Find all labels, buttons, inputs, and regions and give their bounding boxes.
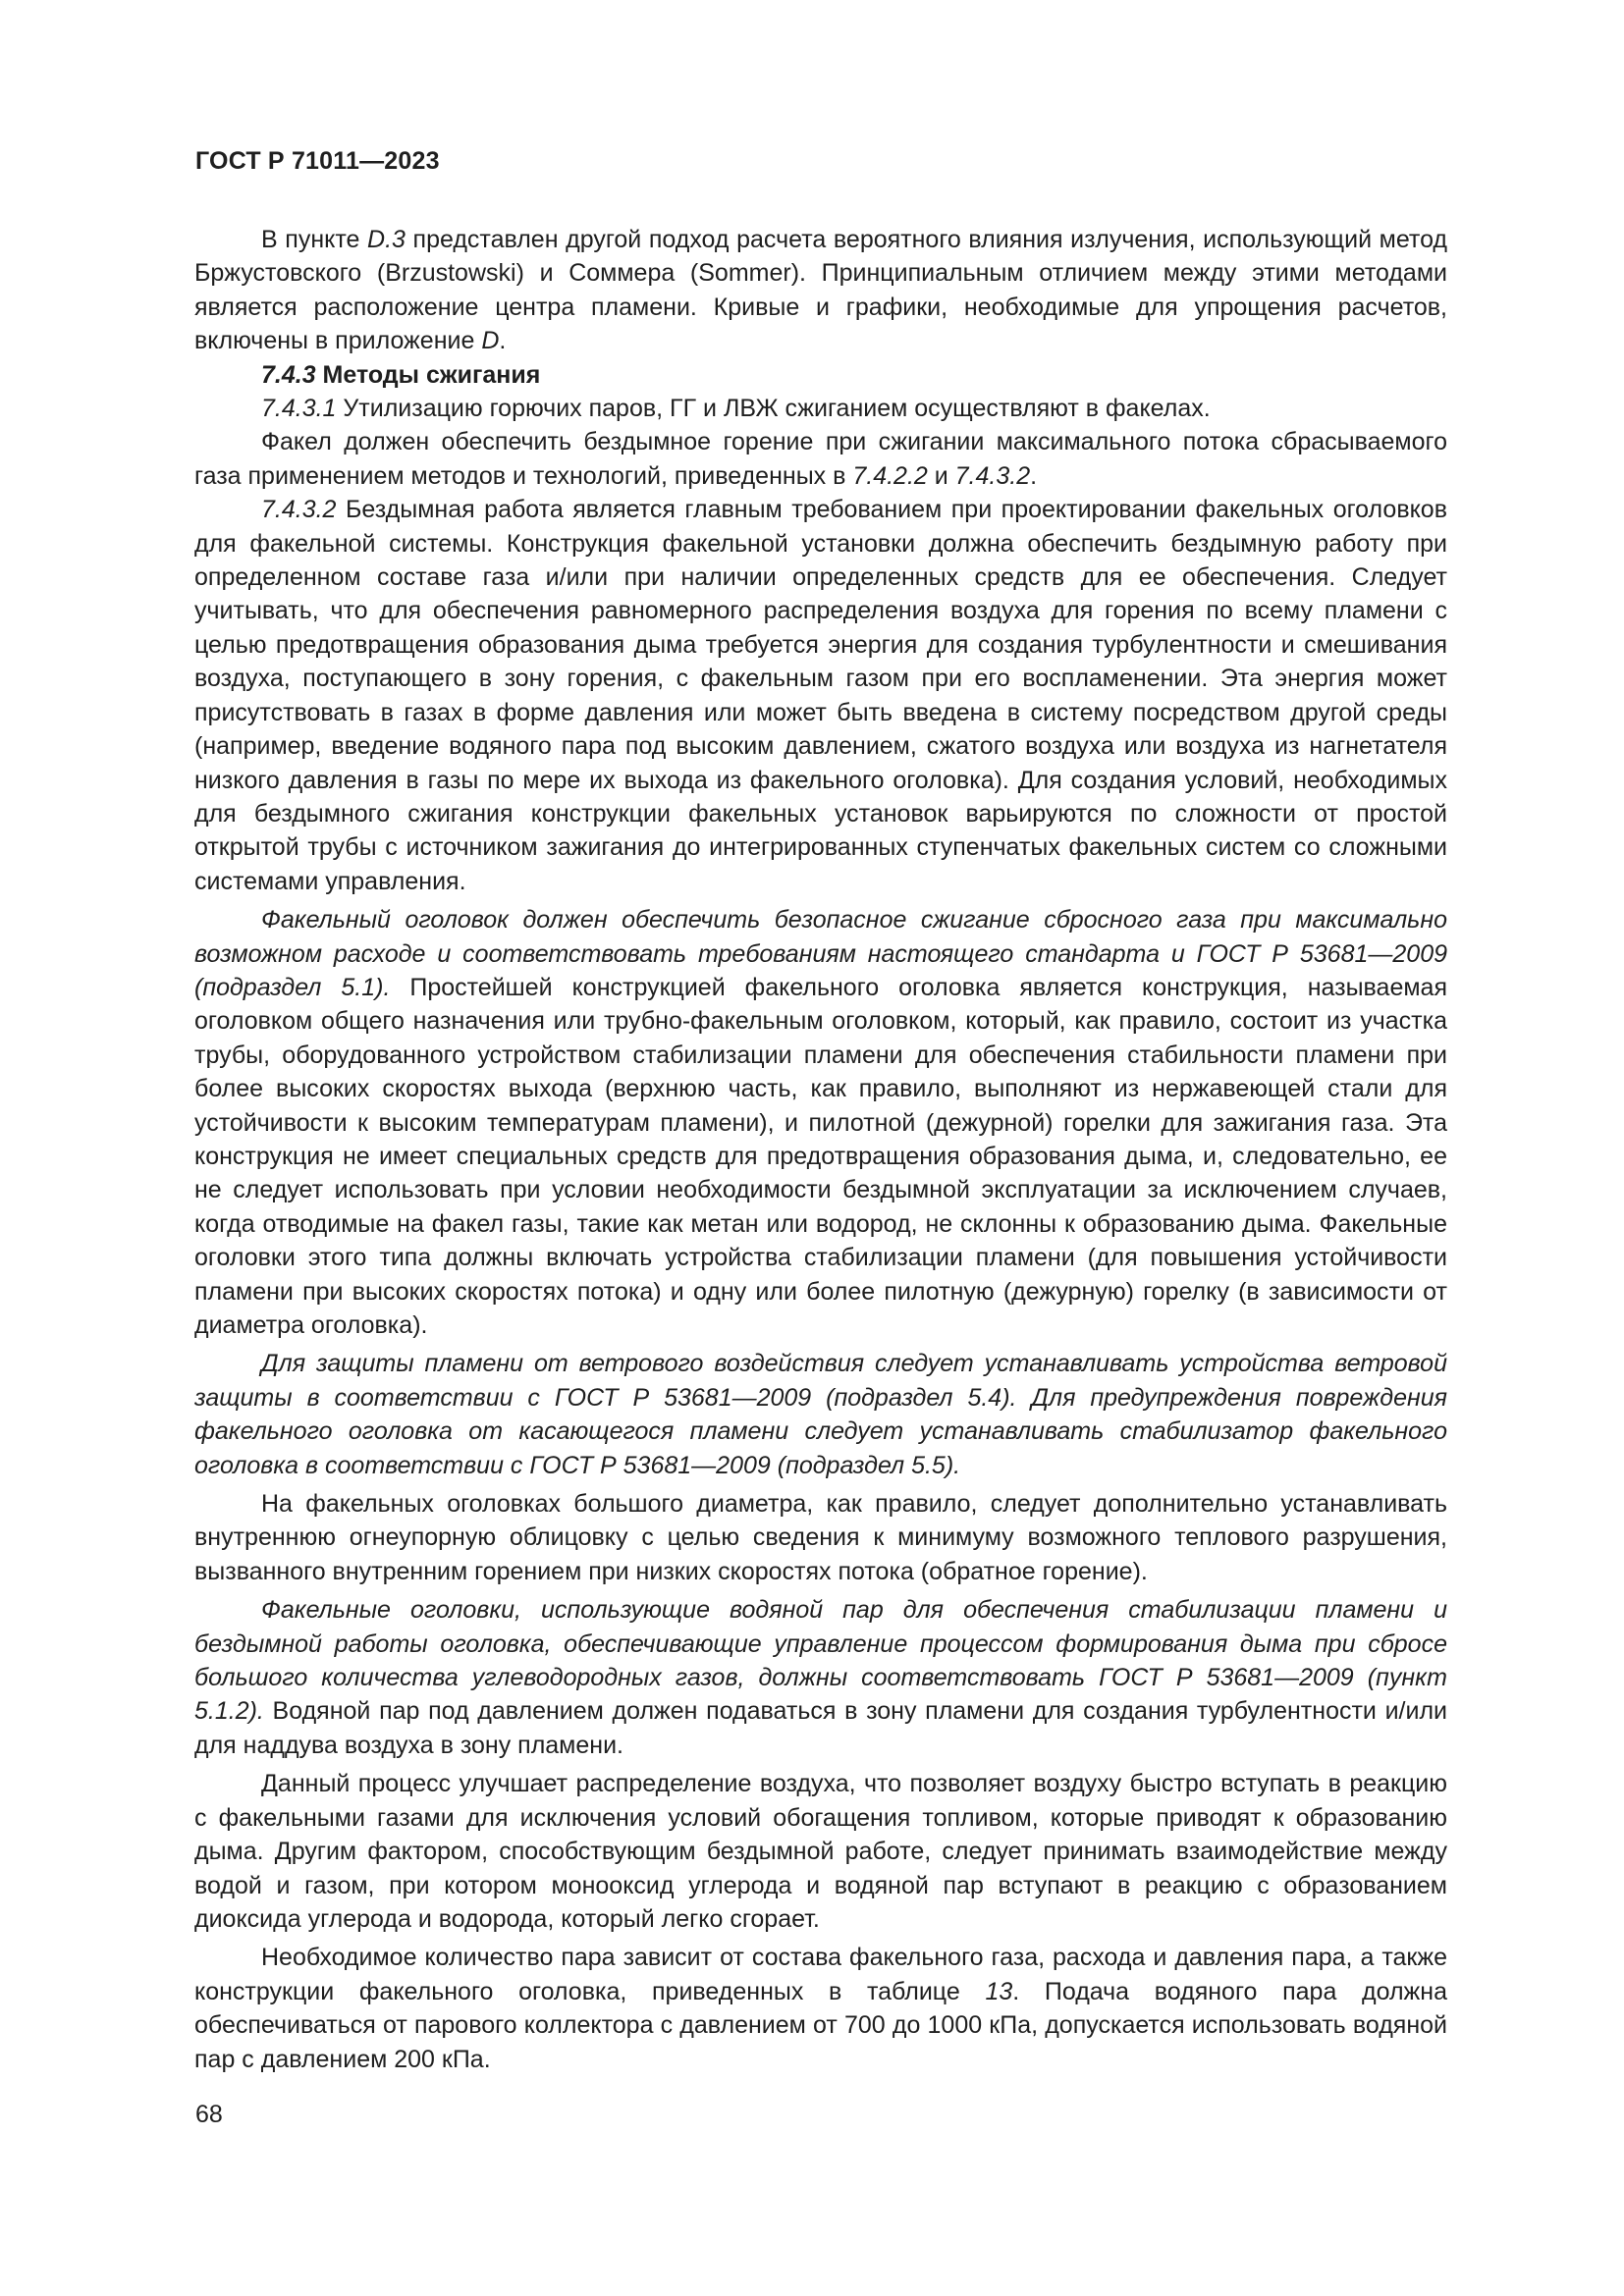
text: В пункте <box>261 226 368 253</box>
clause-number: 7.4.3.1 <box>261 395 337 423</box>
paragraph-steam-amount <box>194 1941 1447 2076</box>
reference-link: 7.4.3.2 <box>954 461 1031 490</box>
document-header: ГОСТ Р 71011—2023 <box>195 147 440 175</box>
text: Бездымная работа является главным требованием при проектировании факельных оголовков для факельной системы. Конструкция факельной установки должна обеспечить бездымную работу при определенном составе газа и/или при наличии определенных средств для ее обеспечения. Следует учитывать, что для обеспечения равномерного распределения воздуха для горения по всему пламени с целью предотвращения образования дыма требуется энергия для создания турбулентности и смешивания воздуха, поступающего в зону горения, с факельным газом при его воспламенении. Эта энергия может присутствовать в газах в форме давления или может быть введена в систему посредством другой среды (например, введение водяного пара под высоким давлением, сжатого воздуха или воздуха из нагнетателя низкого давления в газы по мере их выхода из факельного оголовка). Для создания условий, необходимых для бездымного сжигания конструкции факельных установок варьируются по сложности от простой открытой трубы с источником зажигания до интегрированных ступенчатых факельных систем со сложными системами управления. <box>194 496 1447 895</box>
text: . <box>1030 461 1038 490</box>
paragraph-flare-head <box>194 903 1447 1342</box>
section-title: Методы сжигания <box>315 360 541 389</box>
reference-link: D <box>481 327 500 355</box>
clause-number: 7.4.3.2 <box>261 496 337 524</box>
text: Данный процесс улучшает распределение воздуха, что позволяет воздуху быстро вступать в реакцию с факельными газами для исключения условий обогащения топливом, которые приводят к образованию дыма. Другим фактором, способствующим бездымной работе, следует принимать взаимодействие между водой и газом, при котором монооксид углерода и водяной пар вступают в реакцию с образованием диоксида углерода и водорода, который легко сгорает. <box>194 1770 1447 1933</box>
paragraph-process <box>194 1767 1447 1936</box>
text: Простейшей конструкцией факельного оголовка является конструкция, называемая оголовком общего назначения или трубно-факельным оголовком, который, как правило, состоит из участка трубы, оборудованного устройством стабилизации пламени для обеспечения стабильности пламени при более высоких скоростях выхода (верхнюю часть, как правило, выполняют из нержавеющей стали для устойчивости к высоким температурам пламени), и пилотной (дежурной) горелки для зажигания газа. Эта конструкция не имеет специальных средств для предотвращения образования дыма, и, следовательно, ее не следует использовать при условии необходимости бездымной эксплуатации за исключением случаев, когда отводимые на факел газы, такие как метан или водород, не склонны к образованию дыма. Факельные оголовки этого типа должны включать устройства стабилизации пламени (для повышения устойчивости пламени при высоких скоростях потока) и одну или более пилотную (дежурную) горелку (в зависимости от диаметра оголовка). <box>194 973 1447 1339</box>
section-heading-7-4-3 <box>194 358 1447 392</box>
paragraph-7-4-3-2 <box>194 493 1447 898</box>
text: Водяной пар под давлением должен подаваться в зону пламени для создания турбулентности и/или для наддува воздуха в зону пламени. <box>194 1697 1447 1759</box>
text: На факельных оголовках большого диаметра, как правило, следует дополнительно устанавливать внутреннюю огнеупорную облицовку с целью сведения к минимуму возможного теплового разрушения, вызванного внутренним горением при низких скоростях потока (обратное горение). <box>194 1490 1447 1585</box>
reference-link: 7.4.2.2 <box>852 461 928 490</box>
text: Утилизацию горючих паров, ГГ и ЛВЖ сжиганием осуществляют в факелах. <box>336 395 1211 423</box>
text: . Подача водяного пара должна обеспечиваться от парового коллектора с давлением от 700 до 1000 кПа, допускается использовать водяной пар с давлением 200 кПа. <box>194 1977 1447 2073</box>
text: Необходимое количество пара зависит от состава факельного газа, расхода и давления пара, а также конструкции факельного оголовка, приведенных в таблице <box>194 1944 1447 2005</box>
reference-link: 13 <box>985 1977 1013 2005</box>
text: представлен другой подход расчета вероятного влияния излучения, использующий метод Бржустовского (Brzustowski) и Соммера (Sommer). Принципиальным отличием между этими методами является расположение центра пламени. Кривые и графики, необходимые для упрощения расчетов, включены в приложение <box>194 226 1448 355</box>
paragraph-7-4-3-1 <box>194 392 1447 425</box>
text: Факел должен обеспечить бездымное горение при сжигании максимального потока сбрасываемого газа применением методов и технологий, приведенных в <box>194 428 1447 490</box>
paragraph-torch <box>194 425 1447 493</box>
page-number: 68 <box>195 2101 223 2128</box>
text: . <box>499 327 507 355</box>
section-number: 7.4.3 <box>261 360 316 389</box>
italic-text: Факельный оголовок должен обеспечить безопасное сжигание сбросного газа при максимально возможном расходе и соответствовать требованиям настоящего стандарта и ГОСТ Р 53681—2009 (подраздел 5.1). <box>194 906 1447 1001</box>
document-body <box>194 223 1447 2076</box>
paragraph-steam <box>194 1593 1447 1762</box>
paragraph-lining <box>194 1487 1447 1588</box>
italic-text: Для защиты пламени от ветрового воздействия следует устанавливать устройства ветровой защиты в соответствии с ГОСТ Р 53681—2009 (подраздел 5.4). Для предупреждения повреждения факельного оголовка от касающегося пламени следует устанавливать стабилизатор факельного оголовка в соответствии с ГОСТ Р 53681—2009 (подраздел 5.5). <box>194 1350 1447 1479</box>
paragraph-intro <box>194 223 1447 358</box>
italic-text: Факельные оголовки, использующие водяной пар для обеспечения стабилизации пламени и бездымной работы оголовка, обеспечивающие управление процессом формирования дыма при сбросе большого количества углеводородных газов, должны соответствовать ГОСТ Р 53681—2009 (пункт 5.1.2). <box>194 1596 1447 1726</box>
text: и <box>927 461 955 490</box>
reference-link: D.3 <box>367 226 406 253</box>
paragraph-wind-protection <box>194 1347 1447 1482</box>
